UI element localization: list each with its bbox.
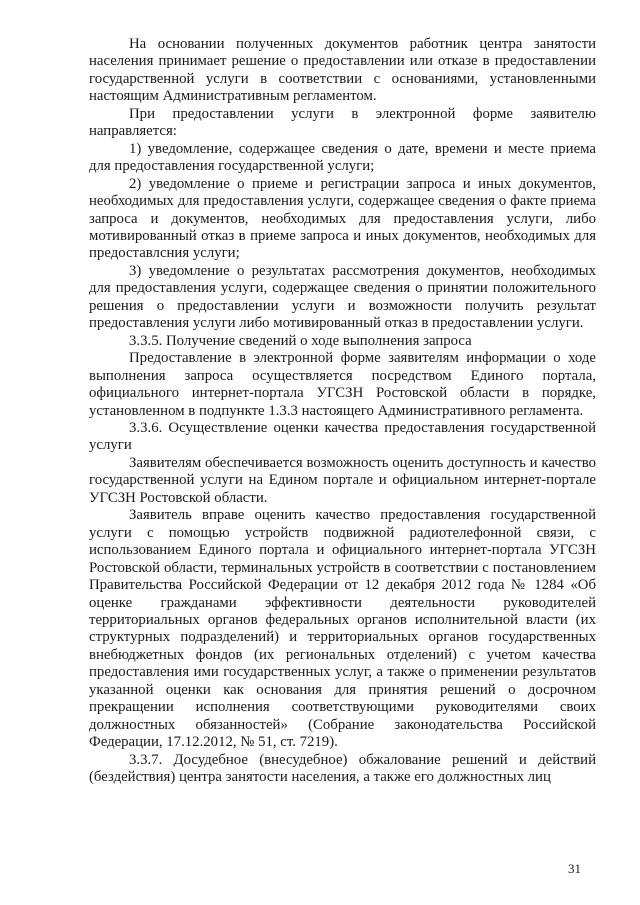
paragraph-quality-assessment: Заявитель вправе оценить качество предоставления государственной услуги с помощью устройств подвижной радиотелефонной связи, с использованием Единого портала и официального интернет-портала УГСЗН Ростовской области, терминальных устройств в соответствии с постановлением Правительства Российской Федерации от 12 декабря 2012 года № 1284 «Об оценке гражданами эффективности деятельности руководителей территориальных органов федеральных органов исполнительной власти (их структурных подразделений) и территориальных органов государственных внебюджетных фондов (их региональных отделений) с учетом качества предоставления ими государственных услуг, а также о применении результатов указанной оценки как основания для принятия решений о досрочном прекращении исполнения соответствующими руководителями своих должностных обязанностей» (Собрание законодательства Российской Федерации, 17.12.2012, № 51, ст. 7219).: [89, 507, 596, 751]
section-heading-3-3-7: 3.3.7. Досудебное (внесудебное) обжалование решений и действий (бездействия) центра занятости населения, а также его должностных лиц: [89, 751, 596, 786]
page-number: 31: [568, 861, 581, 876]
list-item-2: 2) уведомление о приеме и регистрации запроса и иных документов, необходимых для предоставления услуги, содержащее сведения о факте приема запроса и документов, необходимых для предоставления услуги, либо мотивированный отказ в приеме запроса и иных документов, необходимых для предоставлсния услуги;: [89, 175, 596, 262]
paragraph-quality-access: Заявителям обеспечивается возможность оценить доступность и качество государственной услуги на Едином портале и официальном интернет-портале УГСЗН Ростовской области.: [89, 454, 596, 506]
body-text: [89, 36, 596, 786]
section-heading-3-3-5: 3.3.5. Получение сведений о ходе выполнения запроса: [129, 332, 472, 349]
paragraph-electronic-form: При предоставлении услуги в электронной форме заявителю направляется:: [89, 105, 596, 140]
list-item-1: 1) уведомление, содержащее сведения о дате, времени и месте приема для предоставления государственной услуги;: [89, 140, 596, 175]
section-heading-3-3-6: 3.3.6. Осуществление оценки качества предоставления государственной услуги: [89, 419, 596, 454]
paragraph-request-status: Предоставление в электронной форме заявителям информации о ходе выполнения запроса осуществляется посредством Единого портала, официального интернет-портала УГСЗН Ростовской области в порядке, установленном в подпункте 1.3.3 настоящего Административного регламента.: [89, 350, 596, 419]
paragraph-decision: На основании полученных документов работник центра занятости населения принимает решение о предоставлении или отказе в предоставлении государственной услуги в соответствии с основаниями, установленными настоящим Административным регламентом.: [89, 36, 596, 105]
list-item-3: 3) уведомление о результатах рассмотрения документов, необходимых для предоставления услуги, содержащее сведения о принятии положительного решения о предоставлении услуги и возможности получить результат предоставления услуги либо мотивированный отказ в предоставлении услуги.: [89, 262, 596, 332]
